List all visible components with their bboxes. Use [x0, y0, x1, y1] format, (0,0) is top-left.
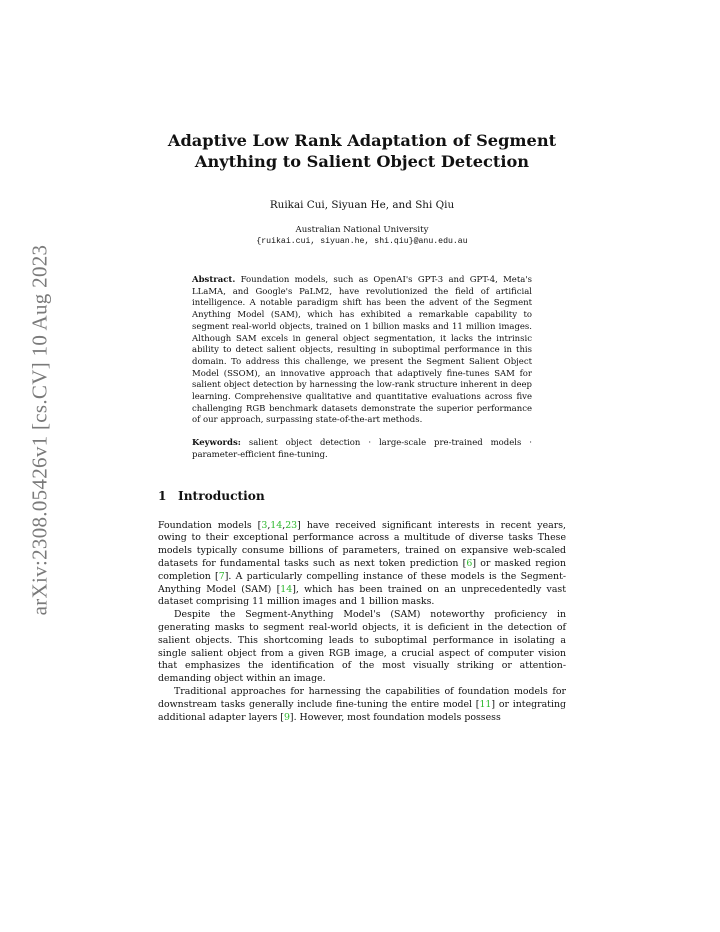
- keywords: [192, 438, 532, 461]
- affiliation: Australian National University: [295, 225, 429, 235]
- citation-link[interactable]: 14: [280, 583, 293, 595]
- intro-paragraph-1: [158, 520, 566, 610]
- citation-link[interactable]: 3: [261, 519, 268, 531]
- abstract: [192, 275, 532, 427]
- section-number: 1: [158, 488, 167, 503]
- intro-paragraph-2: Despite the Segment-Anything Model's (SAM) noteworthy proficiency in generating masks to segment real-world objects, it is deficient in the detection of salient objects. This shortcoming leads to suboptimal performance in isolating a single salient object from a given RGB image, a crucial aspect of computer vision that emphasizes the identification of the most visually striking or attention-demanding object within an image.: [158, 609, 566, 685]
- section-heading: [158, 489, 566, 503]
- author-emails: {ruikai.cui, siyuan.he, shi.qiu}@anu.edu.au: [256, 237, 468, 246]
- citation-link[interactable]: 23: [285, 519, 298, 531]
- text-run: ,: [282, 519, 286, 531]
- citation-link[interactable]: 7: [218, 570, 225, 582]
- paper-title: [158, 130, 566, 172]
- section-title: Introduction: [178, 488, 265, 503]
- title-line-2: Anything to Salient Object Detection: [194, 152, 530, 171]
- intro-paragraph-3: [158, 686, 566, 724]
- citation-link[interactable]: 11: [479, 698, 492, 710]
- text-run: Traditional approaches for harnessing the capabilities of foundation models for downstream tasks generally include fine-tuning the entire model [: [158, 685, 566, 710]
- title-line-1: Adaptive Low Rank Adaptation of Segment: [167, 131, 557, 150]
- arxiv-identifier: arXiv:2308.05426v1 [cs.CV] 10 Aug 2023: [27, 244, 52, 616]
- keywords-label: Keywords:: [192, 438, 241, 449]
- abstract-label: Abstract.: [192, 275, 236, 285]
- text-run: ] or integrating additional adapter layers [: [158, 698, 566, 723]
- authors: Ruikai Cui, Siyuan He, and Shi Qiu: [269, 199, 455, 211]
- text-run: ]. However, most foundation models possess: [289, 711, 501, 723]
- abstract-text: Foundation models, such as OpenAI's GPT-3 and GPT-4, Meta's LLaMA, and Google's PaLM2, have revolutionized the field of artificial intelligence. A notable paradigm shift has been the advent of the Segment Anything Model (SAM), which has exhibited a remarkable capability to segment real-world objects, trained on 1 billion masks and 11 million images. Although SAM excels in general object segmentation, it lacks the intrinsic ability to detect salient objects, resulting in suboptimal performance in this domain. To address this challenge, we present the Segment Salient Object Model (SSOM), an innovative approach that adaptively fine-tunes SAM for salient object detection by harnessing the low-rank structure inherent in deep learning. Comprehensive qualitative and quantitative evaluations across five challenging RGB benchmark datasets demonstrate the superior performance of our approach, surpassing state-of-the-art methods.: [192, 275, 533, 426]
- citation-link[interactable]: 6: [466, 557, 473, 569]
- keywords-text: salient object detection · large-scale pre-trained models · parameter-efficient fine-tuning.: [192, 438, 533, 460]
- text-run: ,: [267, 519, 271, 531]
- paper-page: [158, 130, 566, 724]
- text-run: ] or masked region completion [: [158, 557, 566, 582]
- citation-link[interactable]: 14: [270, 519, 283, 531]
- text-run: ], which has been trained on an unprecedentedly vast dataset comprising 11 million images and 1 billion masks.: [158, 583, 567, 608]
- text-run: Foundation models [: [158, 519, 262, 531]
- citation-link[interactable]: 9: [283, 711, 290, 723]
- text-run: ] have received significant interests in recent years, owing to their exceptional performance across a multitude of diverse tasks These models typically consume billions of parameters, trained on expansive web-scaled datasets for fundamental tasks such as next token prediction [: [158, 519, 566, 569]
- text-run: ]. A particularly compelling instance of these models is the Segment-Anything Model (SAM) [: [158, 570, 567, 595]
